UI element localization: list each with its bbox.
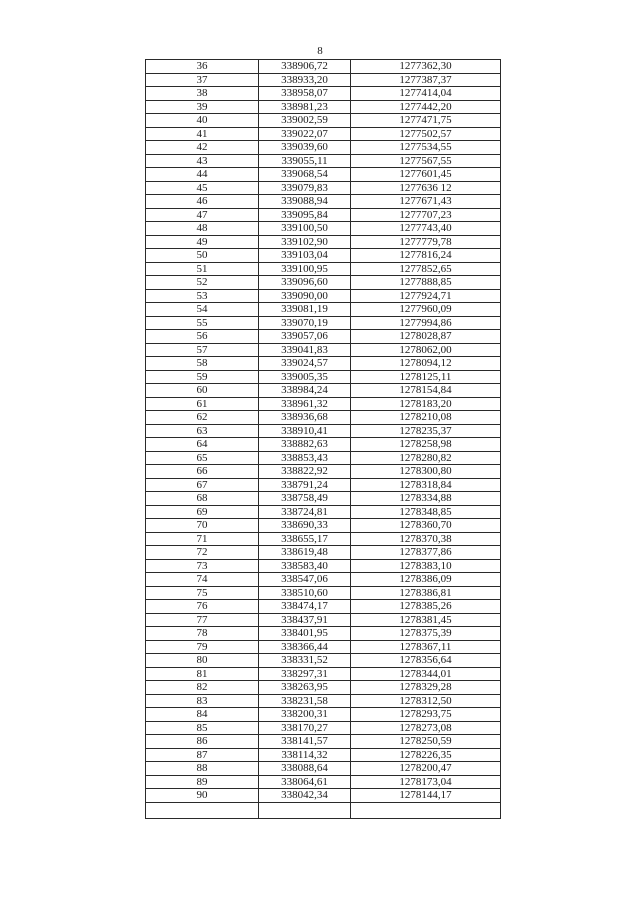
- y-coordinate-cell: 1278375,39: [351, 627, 501, 641]
- x-coordinate-cell: 339090,00: [259, 289, 351, 303]
- y-coordinate-cell: 1277960,09: [351, 303, 501, 317]
- point-number-cell: 79: [146, 640, 259, 654]
- point-number-cell: 47: [146, 208, 259, 222]
- y-coordinate-cell: 1277779,78: [351, 235, 501, 249]
- y-coordinate-cell: 1278154,84: [351, 384, 501, 398]
- point-number-cell: 72: [146, 546, 259, 560]
- x-coordinate-cell: 339079,83: [259, 181, 351, 195]
- point-number-cell: 54: [146, 303, 259, 317]
- table-row: [146, 73, 501, 87]
- x-coordinate-cell: 338936,68: [259, 411, 351, 425]
- y-coordinate-cell: 1277743,40: [351, 222, 501, 236]
- point-number-cell: 83: [146, 694, 259, 708]
- point-number-cell: 84: [146, 708, 259, 722]
- x-coordinate-cell: 339088,94: [259, 195, 351, 209]
- x-coordinate-cell: 338231,58: [259, 694, 351, 708]
- point-number-cell: 87: [146, 748, 259, 762]
- x-coordinate-cell: 339070,19: [259, 316, 351, 330]
- x-coordinate-cell: 338958,07: [259, 87, 351, 101]
- y-coordinate-cell: 1278329,28: [351, 681, 501, 695]
- point-number-cell: 58: [146, 357, 259, 371]
- point-number-cell: 77: [146, 613, 259, 627]
- table-row: [146, 316, 501, 330]
- point-number-cell: 60: [146, 384, 259, 398]
- x-coordinate-cell: 338510,60: [259, 586, 351, 600]
- table-row: [146, 384, 501, 398]
- x-coordinate-cell: 339068,54: [259, 168, 351, 182]
- y-coordinate-cell: 1277601,45: [351, 168, 501, 182]
- point-number-cell: 59: [146, 370, 259, 384]
- x-coordinate-cell: 338791,24: [259, 478, 351, 492]
- y-coordinate-cell: 1277534,55: [351, 141, 501, 155]
- point-number-cell: 82: [146, 681, 259, 695]
- table-row: [146, 532, 501, 546]
- x-coordinate-cell: 339081,19: [259, 303, 351, 317]
- y-coordinate-cell: 1278300,80: [351, 465, 501, 479]
- y-coordinate-cell: 1278258,98: [351, 438, 501, 452]
- y-coordinate-cell: 1278235,37: [351, 424, 501, 438]
- table-row: [146, 667, 501, 681]
- y-coordinate-cell: 1278381,45: [351, 613, 501, 627]
- x-coordinate-cell: 338933,20: [259, 73, 351, 87]
- y-coordinate-cell: 1278094,12: [351, 357, 501, 371]
- point-number-cell: 88: [146, 762, 259, 776]
- x-coordinate-cell: 338655,17: [259, 532, 351, 546]
- y-coordinate-cell: 1278293,75: [351, 708, 501, 722]
- y-coordinate-cell: 1278360,70: [351, 519, 501, 533]
- table-row: [146, 370, 501, 384]
- y-coordinate-cell: 1277671,43: [351, 195, 501, 209]
- empty-cell: [146, 802, 259, 818]
- table-row: [146, 546, 501, 560]
- y-coordinate-cell: 1278370,38: [351, 532, 501, 546]
- point-number-cell: 44: [146, 168, 259, 182]
- point-number-cell: 73: [146, 559, 259, 573]
- x-coordinate-cell: 338141,57: [259, 735, 351, 749]
- table-row: [146, 154, 501, 168]
- table-row: [146, 168, 501, 182]
- y-coordinate-cell: 1277888,85: [351, 276, 501, 290]
- table-row: [146, 276, 501, 290]
- table-row: [146, 195, 501, 209]
- point-number-cell: 49: [146, 235, 259, 249]
- y-coordinate-cell: 1277994,86: [351, 316, 501, 330]
- table-row: [146, 424, 501, 438]
- y-coordinate-cell: 1278318,84: [351, 478, 501, 492]
- point-number-cell: 90: [146, 789, 259, 803]
- y-coordinate-cell: 1278125,11: [351, 370, 501, 384]
- point-number-cell: 67: [146, 478, 259, 492]
- y-coordinate-cell: 1278383,10: [351, 559, 501, 573]
- table-row: [146, 640, 501, 654]
- x-coordinate-cell: 339055,11: [259, 154, 351, 168]
- x-coordinate-cell: 338114,32: [259, 748, 351, 762]
- empty-table-row: [146, 802, 501, 818]
- x-coordinate-cell: 339103,04: [259, 249, 351, 263]
- y-coordinate-cell: 1277567,55: [351, 154, 501, 168]
- table-row: [146, 492, 501, 506]
- point-number-cell: 61: [146, 397, 259, 411]
- table-row: [146, 438, 501, 452]
- point-number-cell: 56: [146, 330, 259, 344]
- point-number-cell: 66: [146, 465, 259, 479]
- table-row: [146, 478, 501, 492]
- x-coordinate-cell: 338088,64: [259, 762, 351, 776]
- coordinates-table: [145, 59, 501, 819]
- y-coordinate-cell: 1278386,81: [351, 586, 501, 600]
- x-coordinate-cell: 339041,83: [259, 343, 351, 357]
- table-row: [146, 330, 501, 344]
- table-row: [146, 559, 501, 573]
- x-coordinate-cell: 339024,57: [259, 357, 351, 371]
- x-coordinate-cell: 339005,35: [259, 370, 351, 384]
- table-row: [146, 681, 501, 695]
- table-row: [146, 573, 501, 587]
- point-number-cell: 69: [146, 505, 259, 519]
- table-row: [146, 451, 501, 465]
- table-row: [146, 708, 501, 722]
- y-coordinate-cell: 1277362,30: [351, 60, 501, 74]
- y-coordinate-cell: 1277387,37: [351, 73, 501, 87]
- table-row: [146, 586, 501, 600]
- table-row: [146, 748, 501, 762]
- point-number-cell: 68: [146, 492, 259, 506]
- point-number-cell: 55: [146, 316, 259, 330]
- table-row: [146, 141, 501, 155]
- x-coordinate-cell: 339022,07: [259, 127, 351, 141]
- table-row: [146, 114, 501, 128]
- point-number-cell: 64: [146, 438, 259, 452]
- table-row: [146, 303, 501, 317]
- x-coordinate-cell: 339095,84: [259, 208, 351, 222]
- x-coordinate-cell: 338758,49: [259, 492, 351, 506]
- y-coordinate-cell: 1277707,23: [351, 208, 501, 222]
- table-row: [146, 613, 501, 627]
- empty-cell: [351, 802, 501, 818]
- x-coordinate-cell: 338822,92: [259, 465, 351, 479]
- x-coordinate-cell: 338263,95: [259, 681, 351, 695]
- y-coordinate-cell: 1278344,01: [351, 667, 501, 681]
- table-row: [146, 721, 501, 735]
- table-row: [146, 262, 501, 276]
- point-number-cell: 40: [146, 114, 259, 128]
- table-row: [146, 397, 501, 411]
- x-coordinate-cell: 339039,60: [259, 141, 351, 155]
- point-number-cell: 76: [146, 600, 259, 614]
- point-number-cell: 70: [146, 519, 259, 533]
- y-coordinate-cell: 1277852,65: [351, 262, 501, 276]
- table-row: [146, 343, 501, 357]
- table-row: [146, 235, 501, 249]
- x-coordinate-cell: 339057,06: [259, 330, 351, 344]
- x-coordinate-cell: 338366,44: [259, 640, 351, 654]
- x-coordinate-cell: 338547,06: [259, 573, 351, 587]
- table-row: [146, 694, 501, 708]
- point-number-cell: 81: [146, 667, 259, 681]
- table-row: [146, 411, 501, 425]
- table-row: [146, 357, 501, 371]
- point-number-cell: 42: [146, 141, 259, 155]
- y-coordinate-cell: 1278377,86: [351, 546, 501, 560]
- table-row: [146, 627, 501, 641]
- y-coordinate-cell: 1278367,11: [351, 640, 501, 654]
- x-coordinate-cell: 338200,31: [259, 708, 351, 722]
- point-number-cell: 36: [146, 60, 259, 74]
- x-coordinate-cell: 338170,27: [259, 721, 351, 735]
- y-coordinate-cell: 1278385,26: [351, 600, 501, 614]
- table-row: [146, 775, 501, 789]
- y-coordinate-cell: 1278334,88: [351, 492, 501, 506]
- table-row: [146, 249, 501, 263]
- x-coordinate-cell: 339100,50: [259, 222, 351, 236]
- x-coordinate-cell: 339002,59: [259, 114, 351, 128]
- coordinates-table-body: [146, 60, 501, 819]
- point-number-cell: 37: [146, 73, 259, 87]
- point-number-cell: 50: [146, 249, 259, 263]
- y-coordinate-cell: 1278200,47: [351, 762, 501, 776]
- x-coordinate-cell: 338042,34: [259, 789, 351, 803]
- x-coordinate-cell: 338064,61: [259, 775, 351, 789]
- x-coordinate-cell: 339096,60: [259, 276, 351, 290]
- table-row: [146, 600, 501, 614]
- empty-cell: [259, 802, 351, 818]
- y-coordinate-cell: 1278280,82: [351, 451, 501, 465]
- point-number-cell: 43: [146, 154, 259, 168]
- y-coordinate-cell: 1278144,17: [351, 789, 501, 803]
- point-number-cell: 51: [146, 262, 259, 276]
- x-coordinate-cell: 339100,95: [259, 262, 351, 276]
- y-coordinate-cell: 1278312,50: [351, 694, 501, 708]
- point-number-cell: 45: [146, 181, 259, 195]
- y-coordinate-cell: 1278386,09: [351, 573, 501, 587]
- point-number-cell: 39: [146, 100, 259, 114]
- point-number-cell: 63: [146, 424, 259, 438]
- y-coordinate-cell: 1277924,71: [351, 289, 501, 303]
- table-row: [146, 735, 501, 749]
- y-coordinate-cell: 1278226,35: [351, 748, 501, 762]
- table-row: [146, 654, 501, 668]
- point-number-cell: 65: [146, 451, 259, 465]
- point-number-cell: 38: [146, 87, 259, 101]
- table-row: [146, 181, 501, 195]
- y-coordinate-cell: 1278348,85: [351, 505, 501, 519]
- table-row: [146, 100, 501, 114]
- x-coordinate-cell: 338984,24: [259, 384, 351, 398]
- y-coordinate-cell: 1277442,20: [351, 100, 501, 114]
- y-coordinate-cell: 1278062,00: [351, 343, 501, 357]
- y-coordinate-cell: 1277471,75: [351, 114, 501, 128]
- y-coordinate-cell: 1277636 12: [351, 181, 501, 195]
- y-coordinate-cell: 1278250,59: [351, 735, 501, 749]
- x-coordinate-cell: 338619,48: [259, 546, 351, 560]
- point-number-cell: 86: [146, 735, 259, 749]
- point-number-cell: 48: [146, 222, 259, 236]
- point-number-cell: 53: [146, 289, 259, 303]
- x-coordinate-cell: 338853,43: [259, 451, 351, 465]
- table-row: [146, 465, 501, 479]
- x-coordinate-cell: 338690,33: [259, 519, 351, 533]
- x-coordinate-cell: 338882,63: [259, 438, 351, 452]
- y-coordinate-cell: 1277502,57: [351, 127, 501, 141]
- x-coordinate-cell: 338474,17: [259, 600, 351, 614]
- x-coordinate-cell: 338331,52: [259, 654, 351, 668]
- point-number-cell: 62: [146, 411, 259, 425]
- point-number-cell: 41: [146, 127, 259, 141]
- y-coordinate-cell: 1278273,08: [351, 721, 501, 735]
- point-number-cell: 71: [146, 532, 259, 546]
- point-number-cell: 46: [146, 195, 259, 209]
- y-coordinate-cell: 1278173,04: [351, 775, 501, 789]
- x-coordinate-cell: 338401,95: [259, 627, 351, 641]
- x-coordinate-cell: 338910,41: [259, 424, 351, 438]
- x-coordinate-cell: 338981,23: [259, 100, 351, 114]
- x-coordinate-cell: 338906,72: [259, 60, 351, 74]
- x-coordinate-cell: 339102,90: [259, 235, 351, 249]
- table-row: [146, 505, 501, 519]
- point-number-cell: 52: [146, 276, 259, 290]
- point-number-cell: 57: [146, 343, 259, 357]
- y-coordinate-cell: 1278210,08: [351, 411, 501, 425]
- point-number-cell: 85: [146, 721, 259, 735]
- y-coordinate-cell: 1278356,64: [351, 654, 501, 668]
- point-number-cell: 78: [146, 627, 259, 641]
- point-number-cell: 80: [146, 654, 259, 668]
- table-row: [146, 208, 501, 222]
- y-coordinate-cell: 1278183,20: [351, 397, 501, 411]
- table-row: [146, 60, 501, 74]
- table-row: [146, 222, 501, 236]
- x-coordinate-cell: 338297,31: [259, 667, 351, 681]
- x-coordinate-cell: 338437,91: [259, 613, 351, 627]
- x-coordinate-cell: 338961,32: [259, 397, 351, 411]
- table-row: [146, 127, 501, 141]
- table-row: [146, 289, 501, 303]
- table-row: [146, 762, 501, 776]
- point-number-cell: 89: [146, 775, 259, 789]
- table-row: [146, 87, 501, 101]
- x-coordinate-cell: 338724,81: [259, 505, 351, 519]
- point-number-cell: 74: [146, 573, 259, 587]
- y-coordinate-cell: 1277414,04: [351, 87, 501, 101]
- y-coordinate-cell: 1278028,87: [351, 330, 501, 344]
- page-number: 8: [317, 45, 323, 57]
- point-number-cell: 75: [146, 586, 259, 600]
- table-row: [146, 789, 501, 803]
- y-coordinate-cell: 1277816,24: [351, 249, 501, 263]
- table-row: [146, 519, 501, 533]
- x-coordinate-cell: 338583,40: [259, 559, 351, 573]
